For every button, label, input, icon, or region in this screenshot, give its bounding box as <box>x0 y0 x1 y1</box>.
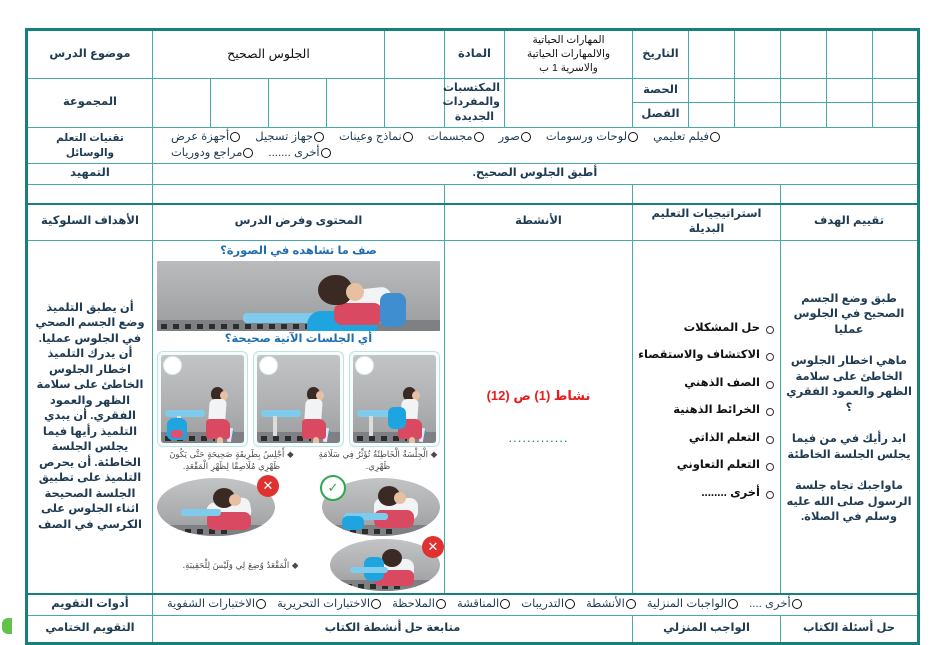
column-header-row <box>26 204 918 241</box>
blank-cell <box>152 184 444 204</box>
objectives-cell: أن يطبق التلميذ وضع الجسم الصحي في الجلوس عمليا. أن يدرك التلميذ اخطار الجلوس الخاطئ على سلامة الظهر والعمود الفقري. أن يبدي التلميذ رأيها فيما يجلس الجلسة الخاطئة. أن يحرص التلميذ على تطبيق الجلسة الصحيحة اثناء الجلوس على الكرسي في الصف <box>26 240 152 594</box>
media-option-label: صور <box>498 131 520 144</box>
group-label: المجموعة <box>26 78 152 128</box>
backpack-on-chair <box>388 407 406 429</box>
assessment-tools-label: أدوات التقويم <box>26 594 152 615</box>
page-edge-tab <box>2 618 12 634</box>
radio-circle-icon[interactable] <box>500 599 510 609</box>
activity-label: نشاط (1) ص (12) <box>486 388 591 404</box>
col-header-evaluation: تقييم الهدف <box>781 204 919 241</box>
media-option-label: فيلم تعليمي <box>653 131 710 144</box>
select-circle-icon[interactable] <box>163 356 182 375</box>
strategy-item[interactable]: التعلم الذاتي <box>637 431 776 447</box>
blank-cell <box>211 78 269 128</box>
media-option-label: أجهزة عرض <box>170 131 230 144</box>
assessment-option-label: الاختبارات الشفوية <box>166 598 256 611</box>
backpack <box>342 516 364 530</box>
blank-cell <box>781 30 827 79</box>
assessment-tools-row <box>26 594 918 615</box>
check-icon: ✓ <box>320 475 346 501</box>
radio-circle-icon[interactable] <box>474 132 484 142</box>
radio-circle-icon[interactable] <box>321 148 331 158</box>
assessment-option-4[interactable] <box>521 597 576 613</box>
correct-posture-oval <box>322 478 440 536</box>
lesson-topic-label: موضوع الدرس <box>26 30 152 79</box>
strategy-item[interactable]: التعلم التعاوني <box>637 458 776 474</box>
blank-cell <box>781 78 827 103</box>
chair-seat <box>380 293 406 327</box>
radio-circle-icon[interactable] <box>314 132 324 142</box>
blank-cell <box>269 78 327 128</box>
body-row <box>26 240 918 594</box>
lesson-plan-table <box>25 28 920 645</box>
assessment-option-5[interactable] <box>586 597 637 613</box>
blank-cell <box>689 103 735 128</box>
assessment-option-label: الواجبات المنزلية <box>646 598 728 611</box>
radio-circle-icon[interactable] <box>628 132 638 142</box>
blank-cell <box>781 103 827 128</box>
x-icon: ✕ <box>422 536 444 558</box>
closing-item-3: حل أسئلة الكتاب <box>781 615 919 643</box>
evaluation-item: ماهي اخطار الجلوس الخاطئ على سلامة الظهر والعمود الفقري ؟ <box>786 355 912 414</box>
incorrect-posture-oval-2 <box>330 539 440 591</box>
new-vocab-label: المكتسبات والمفردات الجديدة <box>445 78 505 128</box>
media-option-5[interactable] <box>546 130 639 146</box>
blank-cell <box>385 30 445 79</box>
blank-cell <box>505 78 633 128</box>
caption-left: ◆ الْجِلْسَةُ الْخَاطِئَةُ تُؤَثِّرُ فِي سَلَامَةِ ظَهْرِي. <box>318 449 438 473</box>
blank-cell <box>873 30 919 79</box>
col-header-objectives: الأهداف السلوكية <box>26 204 152 241</box>
media-option-1[interactable] <box>255 130 325 146</box>
blank-cell <box>781 184 919 204</box>
session-label: الحصة <box>633 78 689 103</box>
media-option-label: مجسمات <box>427 131 473 144</box>
header-row-topic <box>26 30 918 79</box>
assessment-option-label: الملاحظة <box>392 598 435 611</box>
select-circle-icon[interactable] <box>355 356 374 375</box>
blank-cell <box>827 78 873 103</box>
media-option-3[interactable] <box>428 130 485 146</box>
blank-cell <box>385 78 445 128</box>
media-option-label: أخرى ....... <box>268 146 320 159</box>
blank-cell <box>735 78 781 103</box>
media-option-6[interactable] <box>653 130 721 146</box>
media-option-label: جهاز تسجيل <box>255 131 313 144</box>
subject-value: المهارات الحياتية والالمهارات الحياتية والاسرية 1 ب <box>505 30 633 79</box>
desk <box>350 567 388 573</box>
activities-cell <box>445 240 633 594</box>
evaluation-cell <box>781 240 919 594</box>
blank-cell <box>689 30 735 79</box>
radio-circle-icon[interactable] <box>371 599 381 609</box>
assessment-option-1[interactable] <box>277 597 382 613</box>
class-label: الفصل <box>633 103 689 128</box>
subject-label: المادة <box>445 30 505 79</box>
skirt <box>206 419 230 439</box>
student-skirt <box>334 303 382 325</box>
intro-row <box>26 164 918 185</box>
backpack <box>167 418 187 440</box>
media-option-label: مراجع ودوريات <box>170 146 243 159</box>
assessment-option-3[interactable] <box>457 597 511 613</box>
media-option-label: لوحات ورسومات <box>545 131 628 144</box>
lesson-topic-value: الجلوس الصحيح <box>152 30 384 79</box>
radio-circle-icon[interactable] <box>521 132 531 142</box>
activity-dots: ............. <box>508 429 569 445</box>
assessment-option-6[interactable] <box>647 597 739 613</box>
strategy-item[interactable]: الصف الذهني <box>637 376 776 392</box>
radio-circle-icon[interactable] <box>230 132 240 142</box>
closing-item-1: متابعة حل أنشطة الكتاب <box>152 615 632 643</box>
strategies-list <box>637 321 776 502</box>
blank-cell <box>827 30 873 79</box>
blank-cell <box>827 103 873 128</box>
bottom-illustration-row <box>157 539 440 591</box>
radio-circle-icon[interactable] <box>728 599 738 609</box>
content-cell <box>152 240 444 594</box>
strategy-item[interactable]: الخرائط الذهنية <box>637 403 776 419</box>
assessment-option-label: الاختبارات التحريرية <box>277 598 371 611</box>
content-question-2: أي الجلسات الآتية صحيحة؟ <box>224 333 373 346</box>
intro-value: أطبق الجلوس الصحيح. <box>152 164 918 185</box>
assessment-option-label: الأنشطة <box>586 598 625 611</box>
posture-photo-2 <box>253 351 344 447</box>
incorrect-posture-oval-1 <box>157 478 275 536</box>
closing-evaluation-row <box>26 615 918 643</box>
blank-cell <box>873 103 919 128</box>
col-header-activities: الأنشطة <box>445 204 633 241</box>
posture-photo-trio <box>157 351 440 447</box>
strategy-item[interactable]: أخرى ........ <box>637 486 776 502</box>
tech-label: تقنيات التعلم والوسائل <box>26 128 152 164</box>
blank-cell <box>873 78 919 103</box>
torso <box>304 399 323 421</box>
evaluation-item: ابد رأيك في من فيما يجلس الجلسة الخاطئة <box>787 433 911 461</box>
desk <box>165 410 205 417</box>
radio-circle-icon[interactable] <box>710 132 720 142</box>
radio-circle-icon[interactable] <box>792 599 802 609</box>
blank-cell <box>633 184 781 204</box>
radio-circle-icon[interactable] <box>436 599 446 609</box>
torso <box>208 399 227 421</box>
blank-cell <box>152 78 210 128</box>
date-label: التاريخ <box>633 30 689 79</box>
blank-cell <box>735 30 781 79</box>
radio-circle-icon[interactable] <box>243 148 253 158</box>
leg <box>313 437 319 443</box>
blank-cell <box>26 184 152 204</box>
media-option-label: نماذج وعينات <box>338 131 402 144</box>
media-option-7[interactable] <box>171 146 254 162</box>
strategy-item[interactable]: الاكتشاف والاستقصاء <box>637 348 776 364</box>
hero-photo-slouching-student <box>157 261 440 331</box>
comparison-ovals <box>157 478 440 536</box>
content-question-1: صف ما تشاهده في الصورة؟ <box>220 244 377 257</box>
media-row <box>26 128 918 164</box>
closing-label: التقويم الختامي <box>26 615 152 643</box>
select-circle-icon[interactable] <box>259 356 278 375</box>
desk <box>181 509 221 516</box>
caption-bottom: ◆ الْمَقْعَدُ وُضِعَ لِي وَلَيْسَ لِلْحَقِيبَةِ. <box>182 560 299 571</box>
assessment-tools-cell <box>152 594 918 615</box>
radio-circle-icon[interactable] <box>256 599 266 609</box>
assessment-option-label: المناقشة <box>457 598 500 611</box>
col-header-content: المحتوى وفرض الدرس <box>152 204 444 241</box>
media-option-8[interactable] <box>268 146 331 162</box>
blank-cell <box>327 78 385 128</box>
intro-label: التمهيد <box>26 164 152 185</box>
assessment-option-label: أخرى .... <box>749 598 791 611</box>
spacer-row <box>26 184 918 204</box>
evaluation-item: ماواجبك تجاه جلسة الرسول صلى الله عليه وسلم في الصلاة. <box>786 480 912 524</box>
radio-circle-icon[interactable] <box>565 599 575 609</box>
media-option-2[interactable] <box>339 130 414 146</box>
col-header-strategies: استراتيجيات التعليم البديلة <box>633 204 781 241</box>
blank-cell <box>445 184 633 204</box>
assessment-option-label: التدريبات <box>521 598 565 611</box>
assessment-option-0[interactable] <box>167 597 267 613</box>
strategies-cell <box>633 240 781 594</box>
posture-photo-1 <box>157 351 248 447</box>
strategy-item[interactable]: حل المشكلات <box>637 321 776 337</box>
radio-circle-icon[interactable] <box>626 599 636 609</box>
caption-right: ◆ أَجْلِسُ بِطَرِيقَةٍ صَحِيحَةٍ حَتَّى يَكُونَ ظَهْرِي مُلَاصِقًا لِظَهْرِ الْمَقْعَدِ. <box>169 449 294 473</box>
leg <box>217 437 223 443</box>
posture-photo-3 <box>349 351 440 447</box>
radio-circle-icon[interactable] <box>403 132 413 142</box>
desk <box>261 410 301 417</box>
media-option-0[interactable] <box>171 130 241 146</box>
media-options-cell <box>152 128 918 164</box>
header-row-session <box>26 78 918 103</box>
closing-item-2: الواجب المنزلي <box>633 615 781 643</box>
media-option-4[interactable] <box>499 130 532 146</box>
x-icon: ✕ <box>257 475 279 497</box>
assessment-option-2[interactable] <box>392 597 447 613</box>
blank-cell <box>735 103 781 128</box>
skirt <box>302 419 326 439</box>
leg <box>409 437 415 443</box>
assessment-option-7[interactable] <box>749 597 803 613</box>
evaluation-item: طبق وضع الجسم الصحيح في الجلوس عمليا <box>793 292 905 336</box>
blank-cell <box>689 78 735 103</box>
